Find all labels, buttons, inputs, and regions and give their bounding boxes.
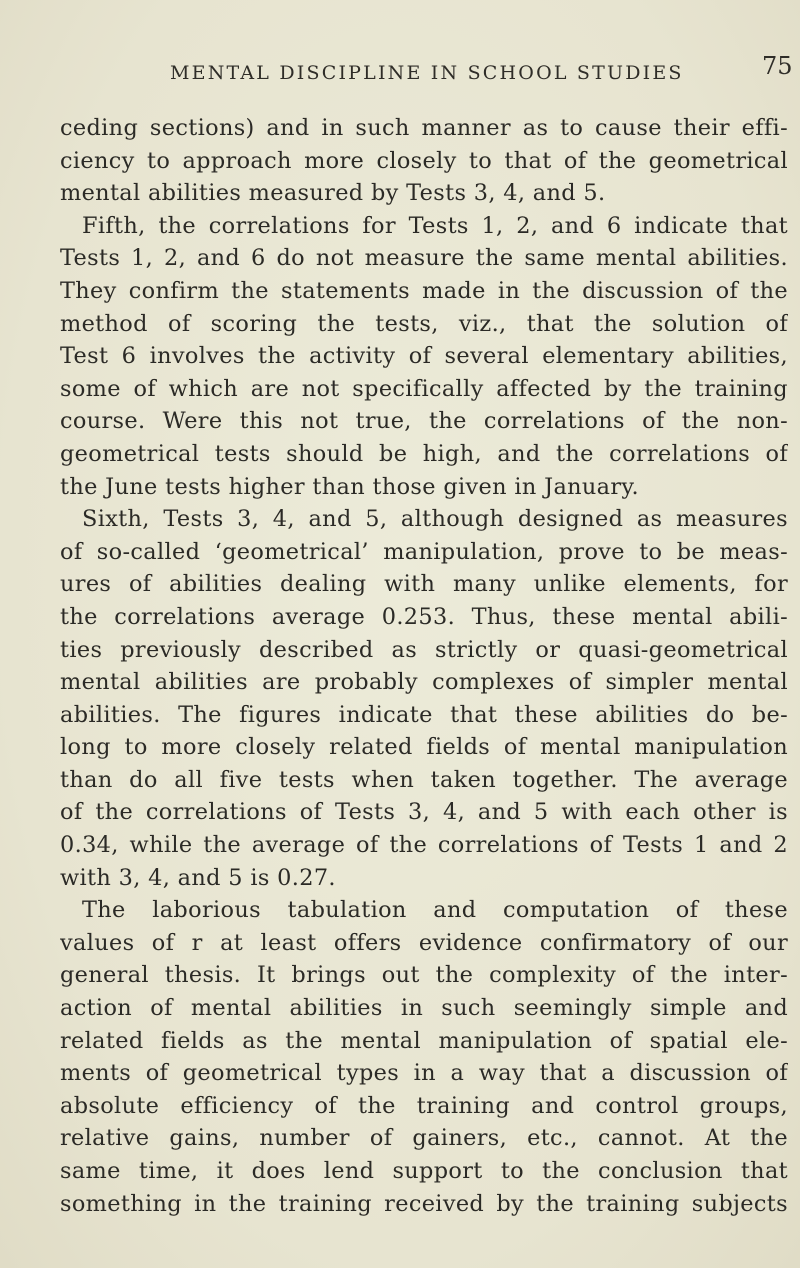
- text-line: ceding sections) and in such manner as to cause their effi-: [60, 115, 788, 141]
- text-line: something in the training received by the training subjects: [60, 1190, 788, 1217]
- text-line: values of r at least offers evidence confirmatory of our: [60, 929, 788, 956]
- text-line: with 3, 4, and 5 is 0.27.: [60, 864, 336, 891]
- running-head: MENTAL DISCIPLINE IN SCHOOL STUDIES: [170, 62, 684, 84]
- body-text: [60, 112, 788, 1220]
- paragraph-start: Fifth, the correlations for Tests 1, 2, and 6 indicate that: [82, 212, 788, 239]
- text-line: course. Were this not true, the correlations of the non-: [60, 408, 788, 435]
- text-line: geometrical tests should be high, and the correlations of: [60, 440, 788, 467]
- paragraph-start: Sixth, Tests 3, 4, and 5, although designed as measures: [82, 506, 788, 533]
- text-line: relative gains, number of gainers, etc., cannot. At the: [60, 1125, 788, 1152]
- text-line: 0.34, while the average of the correlations of Tests 1 and 2: [60, 832, 788, 859]
- text-line: ciency to approach more closely to that of the geometrical: [60, 147, 788, 174]
- text-line: same time, it does lend support to the conclusion that: [60, 1158, 788, 1184]
- text-line: long to more closely related fields of mental manipulation: [60, 734, 788, 761]
- text-line: some of which are not specifically affected by the training: [60, 375, 788, 402]
- paragraph-start: The laborious tabulation and computation of these: [82, 897, 788, 924]
- text-line: absolute efficiency of the training and control groups,: [60, 1092, 788, 1119]
- text-line: ures of abilities dealing with many unlike elements, for: [60, 571, 788, 598]
- text-line: related fields as the mental manipulation of spatial ele-: [60, 1027, 788, 1054]
- text-line: mental abilities measured by Tests 3, 4, and 5.: [60, 180, 606, 207]
- text-line: of so-called ‘geometrical’ manipulation, prove to be meas-: [60, 538, 788, 565]
- text-line: method of scoring the tests, viz., that the solution of: [60, 310, 788, 337]
- page-number: 75: [762, 52, 793, 80]
- text-line: abilities. The figures indicate that these abilities do be-: [60, 701, 788, 728]
- text-line: ties previously described as strictly or quasi-geometrical: [60, 636, 788, 663]
- text-line: the correlations average 0.253. Thus, these mental abili-: [60, 603, 788, 630]
- text-line: mental abilities are probably complexes of simpler mental: [60, 669, 788, 696]
- text-line: ments of geometrical types in a way that a discussion of: [60, 1060, 788, 1087]
- text-line: action of mental abilities in such seemingly simple and: [60, 995, 788, 1022]
- text-line: the June tests higher than those given in January.: [60, 473, 639, 500]
- text-line: than do all five tests when taken together. The average: [60, 766, 788, 793]
- text-line: They confirm the statements made in the discussion of the: [60, 277, 788, 304]
- text-line: Tests 1, 2, and 6 do not measure the same mental abilities.: [60, 245, 788, 272]
- text-line: general thesis. It brings out the complexity of the inter-: [60, 962, 788, 989]
- text-line: of the correlations of Tests 3, 4, and 5 with each other is: [60, 799, 788, 826]
- text-line: Test 6 involves the activity of several elementary abilities,: [60, 343, 788, 370]
